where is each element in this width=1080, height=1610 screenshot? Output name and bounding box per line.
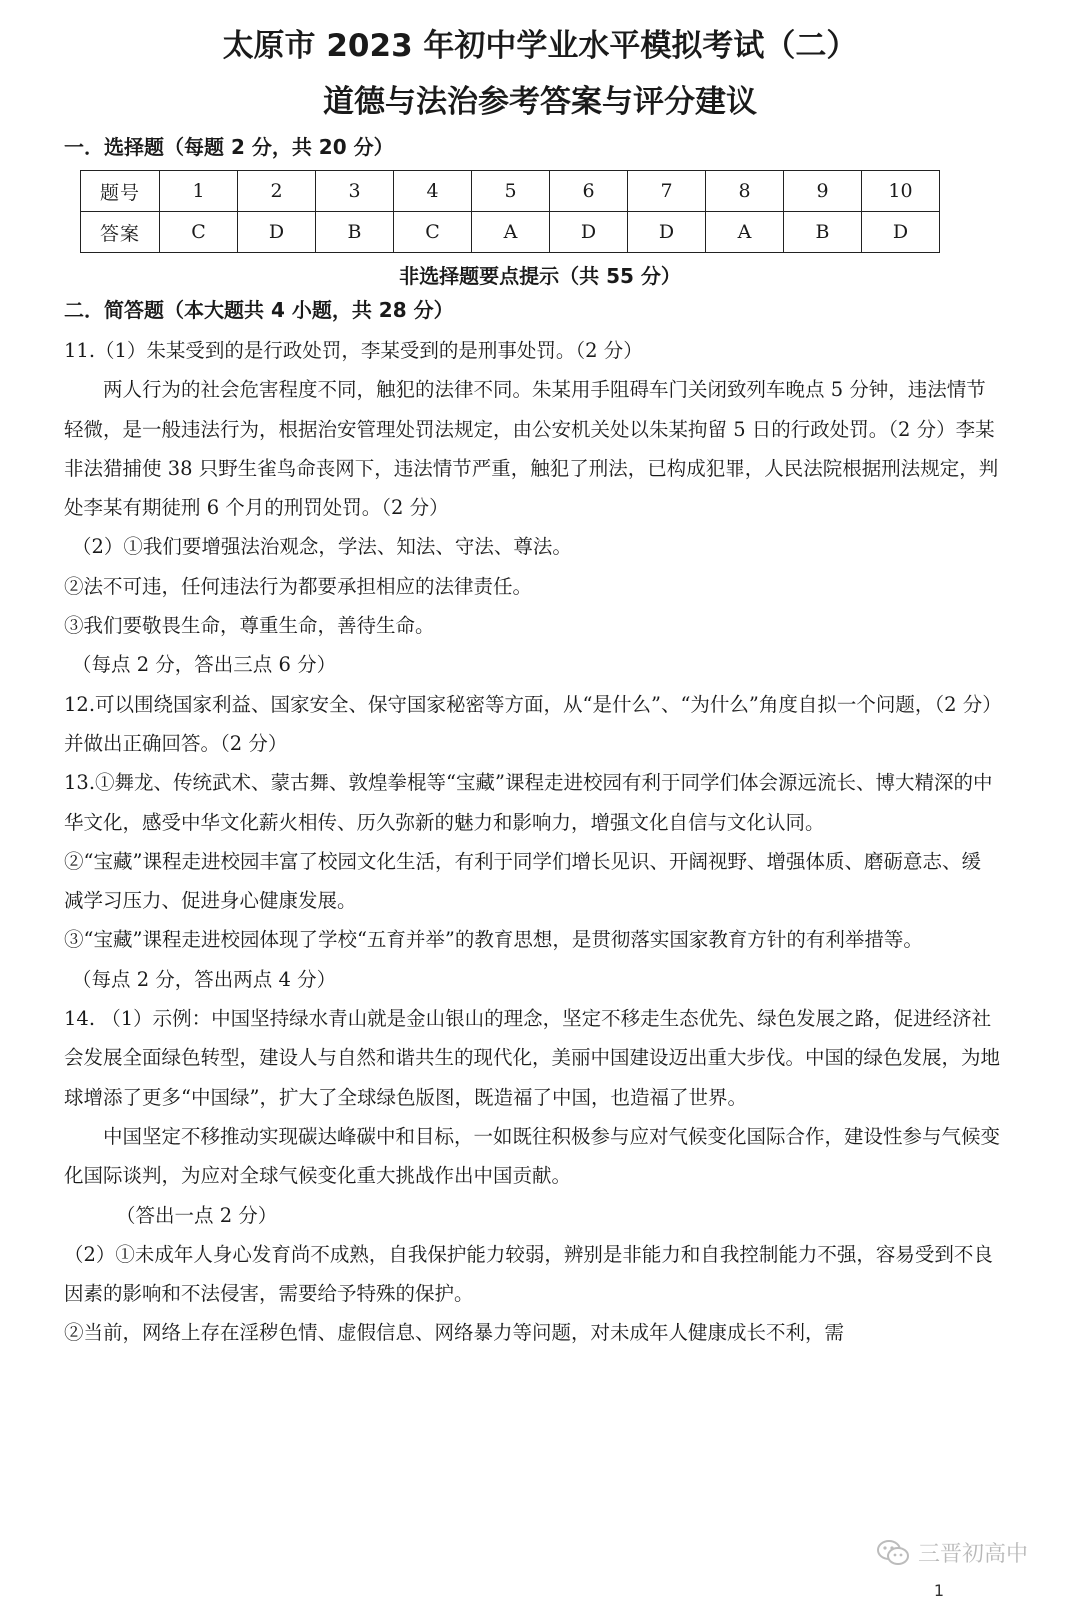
document-title: 太原市 2023 年初中学业水平模拟考试（二） [222,28,858,64]
q11-point2: ②法不可违，任何违法行为都要承担相应的法律责任。 [64,574,533,598]
watermark [876,1537,1028,1568]
answer-cell: C [160,212,238,253]
q14-part1-extra: 中国坚定不移推动实现碳达峰碳中和目标，一如既往积极参与应对气候变化国际合作，建设性参与气候变化国际谈判，为应对全球气候变化重大挑战作出中国贡献。 [64,1124,1001,1188]
q14-part1: 14. （1）示例：中国坚持绿水青山就是金山银山的理念，坚定不移走生态优先、绿色发展之路，促进经济社会发展全面绿色转型，建设人与自然和谐共生的现代化，美丽中国建设迈出重大步伐。中国的绿色发展，为地球增添了更多“中国绿”，扩大了全球绿色版图，既造福了中国，也造福了世界。 [64,1007,1001,1109]
table-header-cell: 题号 [81,171,160,212]
wechat-icon [876,1539,910,1567]
answer-body [64,331,1000,1353]
answer-cell: D [550,212,628,253]
question-number-cell: 3 [316,171,394,212]
page-number: 1 [933,1581,944,1600]
nonchoice-heading: 非选择题要点提示（共 55 分） [399,264,681,288]
question-number-cell: 7 [628,171,706,212]
q11-point3: ③我们要敬畏生命，尊重生命，善待生命。 [64,614,435,638]
question-number-cell: 4 [394,171,472,212]
q13-point1: 13.①舞龙、传统武术、蒙古舞、敦煌拳棍等“宝藏”课程走进校园有利于同学们体会源远流长、博大精深的中华文化，感受中华文化薪火相传、历久弥新的魅力和影响力，增强文化自信与文化认同。 [64,771,993,834]
q13-point3: ③“宝藏”课程走进校园体现了学校“五育并举”的教育思想，是贯彻落实国家教育方针的有利举措等。 [64,928,923,952]
section2-heading: 二．简答题（本大题共 4 小题，共 28 分） [64,298,454,322]
document-subtitle: 道德与法治参考答案与评分建议 [323,84,757,120]
answer-cell: D [862,212,940,253]
q11-explanation: 两人行为的社会危害程度不同，触犯的法律不同。朱某用手阻碍车门关闭致列车晚点 5 分钟，违法情节轻微，是一般违法行为，根据治安管理处罚法规定，由公安机关处以朱某拘留 5 日的行政处罚。（2 分）李某非法猎捕使 38 只野生雀鸟命丧网下，违法情节严重，触犯了刑法，已构成犯罪，人民法院根据刑法规定，判处李某有期徒刑 6 个月的刑罚处罚。（2 分） [64,378,999,520]
answer-cell: D [628,212,706,253]
watermark-text: 三晋初高中 [917,1542,1028,1567]
q13-point2: ②“宝藏”课程走进校园丰富了校园文化生活，有利于同学们增长见识、开阔视野、增强体质、磨砺意志、缓减学习压力、促进身心健康发展。 [64,849,981,913]
question-number-cell: 5 [472,171,550,212]
table-header-cell: 答案 [81,212,160,253]
answer-cell: B [316,212,394,253]
question-number-cell: 2 [238,171,316,212]
answer-cell: D [238,212,316,253]
q11-part2: （2）①我们要增强法治观念，学法、知法、守法、尊法。 [72,535,572,559]
question-number-cell: 8 [706,171,784,212]
q14-scoring-note: （答出一点 2 分） [116,1203,278,1227]
q14-part2-point2: ②当前，网络上存在淫秽色情、虚假信息、网络暴力等问题，对未成年人健康成长不利，需 [64,1321,845,1345]
question-number-cell: 9 [784,171,862,212]
answer-cell: B [784,212,862,253]
answer-cell: A [472,212,550,253]
answer-cell: A [706,212,784,253]
q11-scoring-note: （每点 2 分，答出三点 6 分） [72,653,337,677]
answer-table [80,170,940,253]
table-row [81,212,940,253]
q13-scoring-note: （每点 2 分，答出两点 4 分） [72,967,337,991]
answer-cell: C [394,212,472,253]
table-row [81,171,940,212]
question-number-cell: 6 [550,171,628,212]
question-number-cell: 10 [862,171,940,212]
section1-heading: 一．选择题（每题 2 分，共 20 分） [64,135,394,159]
q11-part1: 11.（1）朱某受到的是行政处罚，李某受到的是刑事处罚。（2 分） [64,339,643,362]
q12-answer: 12.可以围绕国家利益、国家安全、保守国家秘密等方面，从“是什么”、“为什么”角度自拟一个问题，（2 分）并做出正确回答。（2 分） [64,692,992,755]
question-number-cell: 1 [160,171,238,212]
q14-part2-point1: （2）①未成年人身心发育尚不成熟，自我保护能力较弱，辨别是非能力和自我控制能力不强，容易受到不良因素的影响和不法侵害，需要给予特殊的保护。 [64,1242,993,1306]
